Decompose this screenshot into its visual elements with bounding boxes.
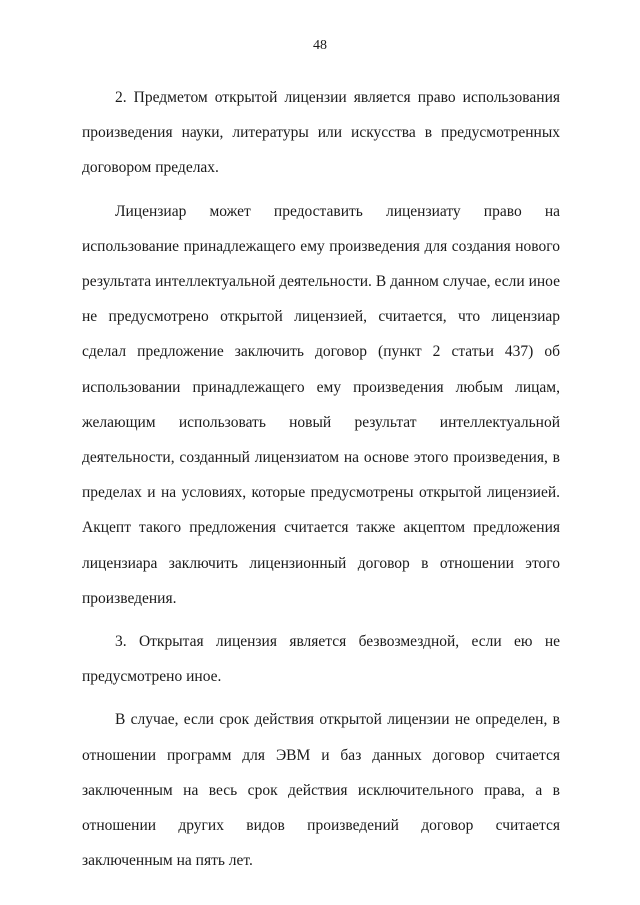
document-body: [82, 80, 560, 886]
paragraph-licensor-rights: Лицензиар может предоставить лицензиату право на использование принадлежащего ему произведения для создания нового результата интеллектуальной деятельности. В данном случае, если иное не предусмотрено открытой лицензией, считается, что лицензиар сделал предложение заключить договор (пункт 2 статьи 437) об использовании принадлежащего ему произведения любым лицам, желающим использовать новый результат интеллектуальной деятельности, созданный лицензиатом на основе этого произведения, в пределах и на условиях, которые предусмотрены открытой лицензией. Акцепт такого предложения считается также акцептом предложения лицензиара заключить лицензионный договор в отношении этого произведения.: [82, 202, 560, 607]
paragraph-license-term: В случае, если срок действия открытой лицензии не определен, в отношении программ для ЭВМ и баз данных договор считается заключенным на весь срок действия исключительного права, а в отношении других видов произведений договор считается заключенным на пять лет.: [82, 711, 560, 870]
paragraph-subject-of-license: 2. Предметом открытой лицензии является право использования произведения науки, литературы или искусства в предусмотренных договором пределах.: [82, 89, 560, 177]
paragraph-free-license: 3. Открытая лицензия является безвозмездной, если ею не предусмотрено иное.: [82, 633, 560, 686]
page-number: 48: [313, 38, 327, 53]
